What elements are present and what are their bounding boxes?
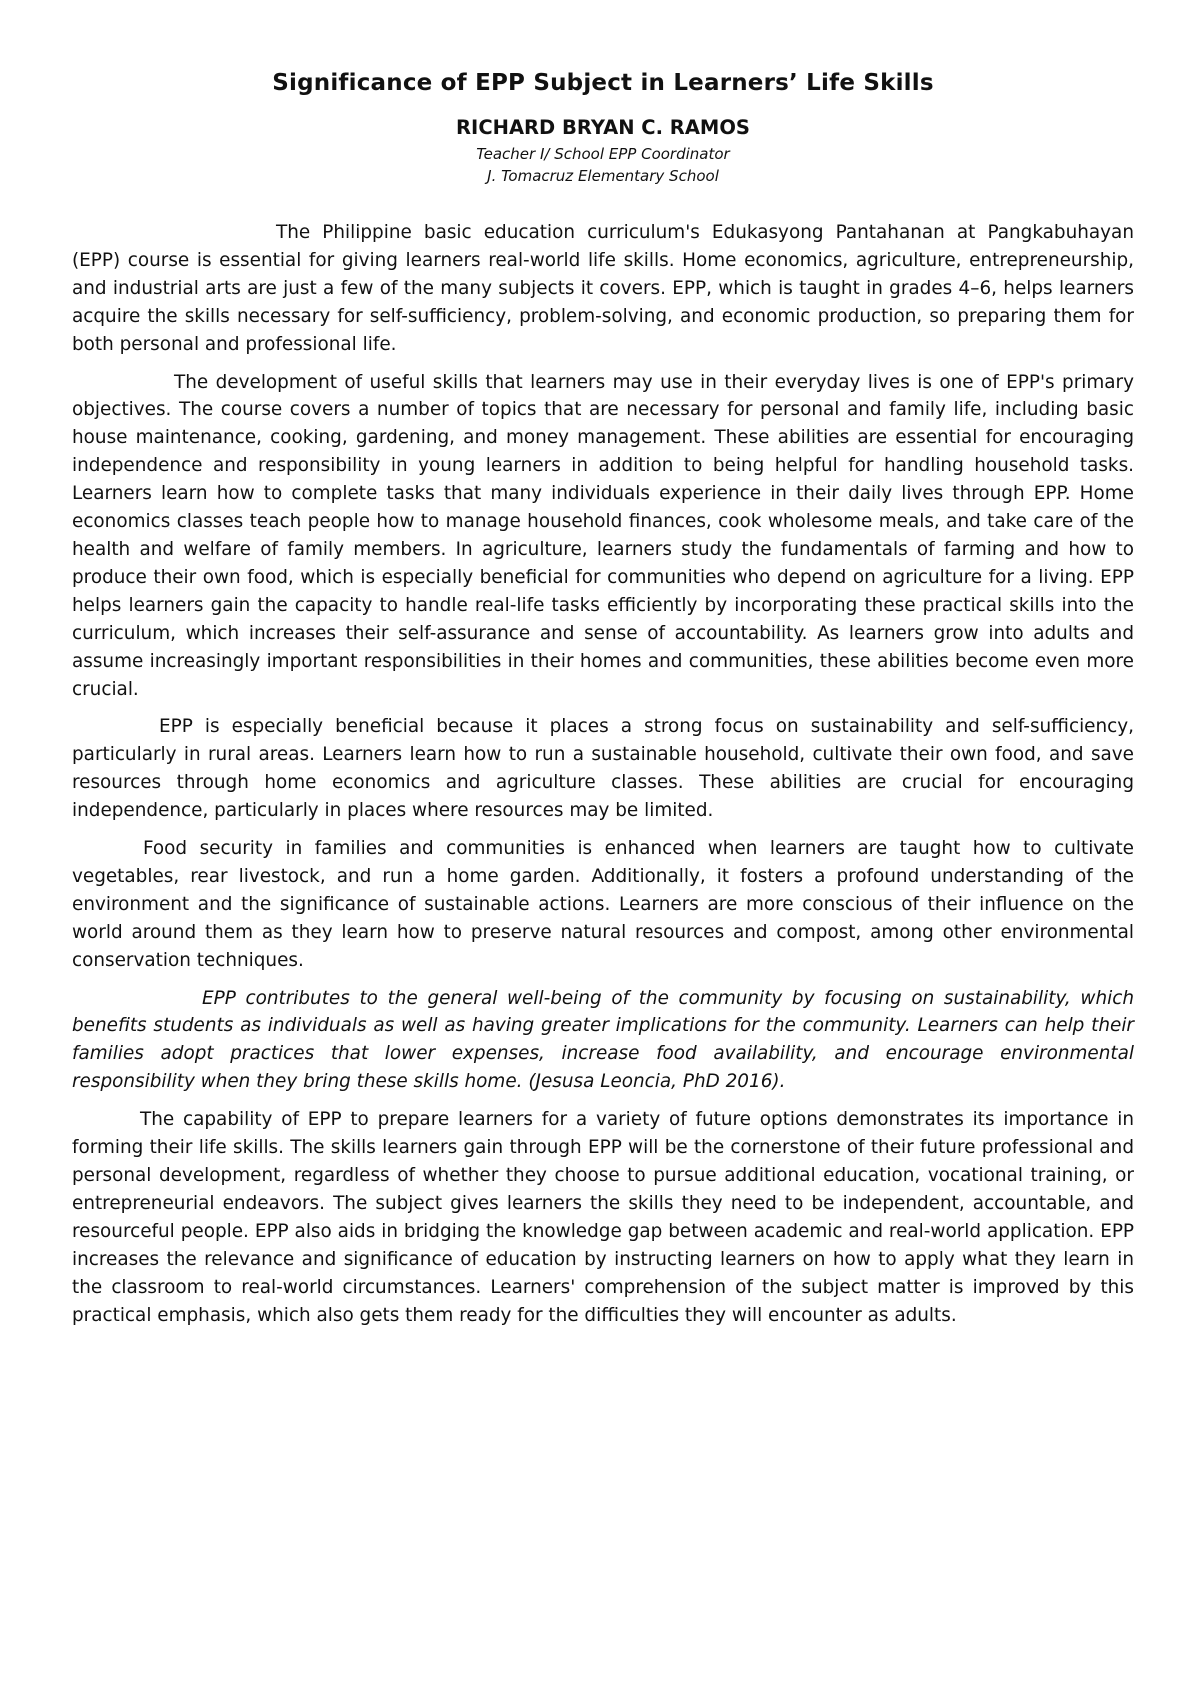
author-position: Teacher I/ School EPP Coordinator xyxy=(476,145,730,163)
paragraph-practical-skills: The development of useful skills that learners may use in their everyday lives is one of EPP's primary objectives. The course covers a number of topics that are necessary for personal and family life, including basic house maintenance, cooking, gardening, and money management. These abilities are essential for encouraging independence and responsibility in young learners in addition to being helpful for handling household tasks. Learners learn how to complete tasks that many individuals experience in their daily lives through EPP. Home economics classes teach people how to manage household finances, cook wholesome meals, and take care of the health and welfare of family members. In agriculture, learners study the fundamentals of farming and how to produce their own food, which is especially beneficial for communities who depend on agriculture for a living. EPP helps learners gain the capacity to handle real-life tasks efficiently by incorporating these practical skills into the curriculum, which increases their self-assurance and sense of accountability. As learners grow into adults and assume increasingly important responsibilities in their homes and communities, these abilities become even more crucial. xyxy=(72,371,1134,700)
paragraph-sustainability: EPP is especially beneficial because it places a strong focus on sustainability and self-sufficiency, particularly in rural areas. Learners learn how to run a sustainable household, cultivate their own food, and save resources through home economics and agriculture classes. These abilities are crucial for encouraging independence, particularly in places where resources may be limited. xyxy=(72,716,1134,822)
document-title: Significance of EPP Subject in Learners’ Life Skills xyxy=(272,70,934,96)
paragraph-future-options: The capability of EPP to prepare learners for a variety of future options demonstrates its importance in forming their life skills. The skills learners gain through EPP will be the cornerstone of their future professional and personal development, regardless of whether they choose to pursue additional education, vocational training, or entrepreneurial endeavors. The subject gives learners the skills they need to be independent, accountable, and resourceful people. EPP also aids in bridging the knowledge gap between academic and real-world application. EPP increases the relevance and significance of education by instructing learners on how to apply what they learn in the classroom to real-world circumstances. Learners' comprehension of the subject matter is improved by this practical emphasis, which also gets them ready for the difficulties they will encounter as adults. xyxy=(72,1109,1134,1326)
author-school: J. Tomacruz Elementary School xyxy=(487,167,719,185)
document-page xyxy=(72,70,1134,1339)
author-name: RICHARD BRYAN C. RAMOS xyxy=(456,116,750,139)
article-body xyxy=(72,219,1134,1329)
paragraph-food-security: Food security in families and communities is enhanced when learners are taught how to cultivate vegetables, rear livestock, and run a home garden. Additionally, it fosters a profound understanding of the environment and the significance of sustainable actions. Learners are more conscious of their influence on the world around them as they learn how to preserve natural resources and compost, among other environmental conservation techniques. xyxy=(72,838,1134,971)
paragraph-intro: The Philippine basic education curriculum's Edukasyong Pantahanan at Pangkabuhayan (EPP) course is essential for giving learners real-world life skills. Home economics, agriculture, entrepreneurship, and industrial arts are just a few of the many subjects it covers. EPP, which is taught in grades 4–6, helps learners acquire the skills necessary for self-sufficiency, problem-solving, and economic production, so preparing them for both personal and professional life. xyxy=(72,222,1134,355)
paragraph-quotation: EPP contributes to the general well-being of the community by focusing on sustainability, which benefits students as individuals as well as having greater implications for the community. Learners can help their families adopt practices that lower expenses, increase food availability, and encourage environmental responsibility when they bring these skills home. (Jesusa Leoncia, PhD 2016). xyxy=(72,987,1134,1093)
